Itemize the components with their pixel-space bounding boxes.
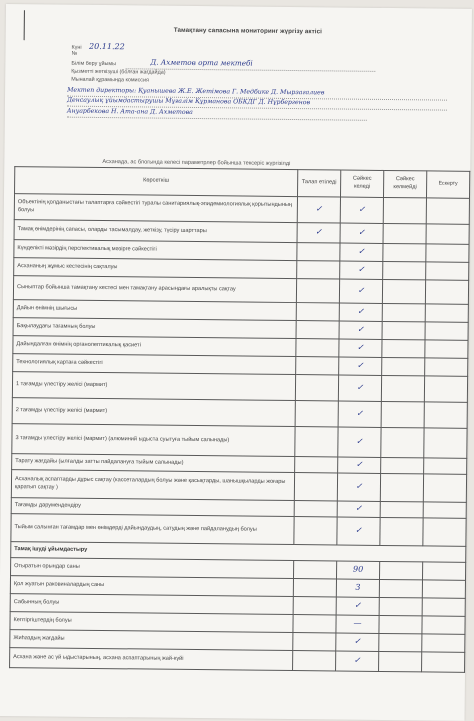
note-cell: [424, 458, 467, 474]
check-mark: [295, 457, 338, 473]
check-mark: ✓: [297, 197, 340, 223]
header-note: Ескерту: [426, 171, 469, 198]
margin-line: [24, 10, 25, 40]
note-cell: [426, 262, 469, 280]
row-label: Кептіргіштердің болуы: [10, 612, 293, 633]
header-indicator: Көрсеткіш: [15, 167, 298, 197]
row-label: Тарату жағдайы (ылғалды затты пайдалануға тыйым салынады): [12, 454, 295, 473]
org-value: Д. Ахметов орта мектебі: [150, 57, 253, 68]
date-value: 20.11.22: [89, 41, 125, 52]
note-cell: [425, 358, 468, 376]
monitoring-table: [9, 166, 470, 673]
members-line-2: Денсаулық ұйымдастырушы Мұғалім Құрманова ОБКДГ Д. Нұрбергенов: [66, 96, 311, 107]
check-mark: ✓: [338, 457, 381, 473]
check-mark: [382, 303, 425, 321]
check-mark: [381, 427, 424, 457]
check-mark: ✓: [336, 633, 379, 651]
row-label: Тамақ өнімдерінің сапасы, оларды тасымалдау, жеткізу, түсіру шарттары: [14, 220, 297, 243]
check-mark: ✓: [297, 223, 340, 243]
note-cell: [425, 322, 468, 340]
check-mark: [293, 615, 336, 633]
row-label: Отыратын орындар саны: [11, 558, 294, 579]
row-label: Тағамды дәрумендендіру: [11, 498, 294, 517]
check-mark: [383, 197, 426, 223]
check-mark: ✓: [339, 339, 382, 357]
note-cell: [422, 562, 465, 580]
row-label: Асхананың жұмыс кестесінің сақталуы: [14, 258, 297, 279]
check-mark: [379, 579, 422, 597]
check-mark: [382, 339, 425, 357]
row-label: Дайындалған өнімнің органолептикалық қасиеті: [13, 336, 296, 357]
check-mark: ✓: [337, 517, 380, 545]
row-label: Қол жуатын раковиналардың саны: [10, 576, 293, 597]
check-mark: ✓: [337, 501, 380, 517]
check-mark: [379, 633, 422, 651]
check-mark: [293, 651, 336, 671]
check-mark: [297, 261, 340, 279]
note-cell: [425, 280, 468, 304]
document-page: [0, 4, 472, 721]
number-label: №: [71, 50, 78, 57]
check-mark: [296, 339, 339, 357]
note-cell: [423, 502, 466, 518]
check-mark: [295, 427, 338, 457]
members-underline-3: [67, 117, 367, 121]
header-required: Талап етіледі: [297, 170, 340, 197]
row-label: Дайын өнімнің шығысы: [13, 300, 296, 321]
row-label: Асханалық аспаптарды дұрыс сақтау (кассеталардың болуы және қасықтарды, шанышқыларды жоғары қаратып сақтау ): [11, 470, 294, 501]
row-label: Тыйым салынған тағамдар мен өнімдерді дайындаудың, сатудың және пайдаланудың болуы: [11, 514, 294, 545]
check-mark: [293, 579, 336, 597]
check-mark: [382, 357, 425, 375]
check-mark: [380, 473, 423, 501]
date-label: Күні: [71, 44, 82, 51]
note-cell: [424, 402, 467, 428]
count-value: 90: [336, 561, 379, 579]
check-mark: [382, 279, 425, 303]
check-mark: [382, 321, 425, 339]
note-cell: [422, 634, 465, 652]
check-mark: [294, 473, 337, 501]
row-label: Асхана және ас үй ыдыстарының, асхана аспаптарының жай-күйі: [10, 648, 293, 671]
check-mark: ✓: [339, 279, 382, 303]
note-cell: [425, 304, 468, 322]
row-label: 1 тағамды үлестіру желісі (мармит): [12, 372, 295, 401]
check-mark: ✓: [340, 197, 383, 223]
check-mark: [293, 597, 336, 615]
check-mark: [383, 243, 426, 261]
check-mark: [381, 401, 424, 427]
date-row: [72, 42, 125, 52]
check-mark: ✓: [340, 243, 383, 261]
row-label: Сабынның болуы: [10, 594, 293, 615]
check-mark: ✓: [338, 375, 381, 401]
check-mark: ✓: [339, 321, 382, 339]
check-mark: [293, 561, 336, 579]
dash-mark: —: [336, 615, 379, 633]
check-mark: ✓: [338, 401, 381, 427]
check-mark: [379, 597, 422, 615]
note-cell: [423, 474, 466, 502]
members-line-3: Ануарбекова Н. Ата-ана Д. Ахметова: [66, 107, 193, 116]
members-label: Мыналай құрамында комиссия: [71, 76, 149, 84]
row-label: Технологиялық картаға сәйкестігі: [13, 354, 296, 375]
check-mark: [295, 401, 338, 427]
note-cell: [426, 224, 469, 244]
row-label: Объектінің қолданыстағы талаптарға сәйкестігі туралы санитариялық-эпидемиологиялық қорытындының болуы: [14, 194, 297, 223]
row-label: 2 тағамды үлестіру желісі (мармит): [12, 398, 295, 427]
check-mark: [293, 633, 336, 651]
row-label: Жиһаздың жағдайы: [10, 630, 293, 651]
check-mark: [296, 357, 339, 375]
check-mark: ✓: [339, 357, 382, 375]
check-mark: [294, 501, 337, 517]
header-compliant: Сәйкес келеді: [340, 170, 383, 197]
check-mark: ✓: [339, 303, 382, 321]
check-mark: [294, 517, 337, 545]
check-mark: [379, 651, 422, 671]
rep-label: Қызметті жеткізуші (болған жағдайда): [71, 68, 166, 76]
note-cell: [426, 198, 469, 224]
check-mark: ✓: [337, 473, 380, 501]
row-label: Сыныптар бойынша тамақтану кестесі мен тамақтану арасындағы аралықты сақтау: [13, 276, 296, 303]
check-mark: [297, 243, 340, 261]
row-label: 3 тағамды үлестіру желісі (мармит) (алюминий ыдыста суытуға тыйым салынады): [12, 424, 295, 457]
check-mark: [380, 501, 423, 517]
check-mark: [383, 223, 426, 243]
note-cell: [422, 652, 465, 672]
check-mark: ✓: [336, 597, 379, 615]
table-row: [10, 648, 465, 673]
note-cell: [424, 428, 467, 458]
check-mark: [381, 457, 424, 473]
check-mark: [379, 615, 422, 633]
note-cell: [426, 244, 469, 262]
note-cell: [423, 518, 466, 546]
note-cell: [422, 598, 465, 616]
check-mark: ✓: [336, 651, 379, 671]
check-mark: [296, 303, 339, 321]
inspection-subtitle: Асханада, ас блогында келесі параметрлер бойынша тексеріс жүргізілді: [102, 159, 291, 167]
note-cell: [425, 340, 468, 358]
check-mark: [380, 517, 423, 545]
check-mark: [381, 375, 424, 401]
row-label: Бақылаудағы тағамның болуы: [13, 318, 296, 339]
header-noncompliant: Сәйкес келмейді: [383, 170, 426, 197]
count-value: 3: [336, 579, 379, 597]
note-cell: [424, 376, 467, 402]
members-line-1: Мектеп директоры: Қуанышева Ж.Е. Жетімова Г. Медбике Д. Мырзагалиев: [67, 86, 325, 97]
document-title: Тамақтану сапасына мониторинг жүргізу актісі: [173, 26, 322, 36]
row-label: Күнделікті мәзірдің перспективалық мәзірге сәйкестігі: [14, 240, 297, 261]
check-mark: [379, 561, 422, 579]
note-cell: [422, 580, 465, 598]
table-row: [12, 424, 467, 459]
section-title: Тамақ ішуді ұйымдастыру: [11, 542, 466, 563]
check-mark: [296, 321, 339, 339]
check-mark: [295, 375, 338, 401]
org-label: Білім беру ұйымы: [71, 60, 117, 68]
check-mark: [296, 279, 339, 303]
check-mark: ✓: [340, 223, 383, 243]
check-mark: ✓: [338, 427, 381, 457]
check-mark: [383, 261, 426, 279]
note-cell: [422, 616, 465, 634]
check-mark: ✓: [340, 261, 383, 279]
